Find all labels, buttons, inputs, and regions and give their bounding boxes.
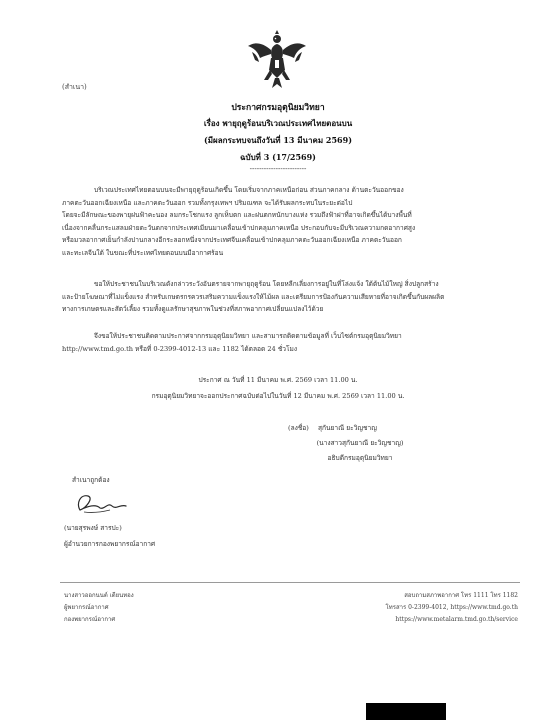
footer-right-line: สอบถามสภาพอากาศ โทร 1111 โทร 1182 bbox=[404, 592, 518, 599]
issue-number: ฉบับที่ 3 (17/2569) bbox=[240, 152, 316, 162]
paragraph-line: โดยจะมีลักษณะของพายุฝนฟ้าคะนอง ลมกระโชกแรง ลูกเห็บตก และฝนตกหนักบางแห่ง รวมถึงฟ้าผ่าที่อาจเกิดขึ้นได้บางพื้นที่ bbox=[62, 211, 412, 220]
footer-left-line: กองพยากรณ์อากาศ bbox=[64, 616, 116, 623]
footer-left-line: ผู้พยากรณ์อากาศ bbox=[64, 604, 109, 611]
paragraph-line: จึงขอให้ประชาชนติดตามประกาศจากกรมอุตุนิยมวิทยา และสามารถติดตามข้อมูลที่ เว็บไซต์กรมอุตุนิยมวิทยา bbox=[94, 332, 402, 340]
footer-left-line: นางสาวออกนนต์ เดียนทอง bbox=[64, 592, 134, 599]
redaction-bar bbox=[366, 703, 446, 720]
paragraph-line: และป้ายโฆษณาที่ไม่แข็งแรง สำหรับเกษตรกรควรเสริมความแข็งแรงให้ไม้ผล และเตรียมการป้องกันความเสียหายที่อาจเกิดขึ้นกับผลผลิต bbox=[62, 292, 445, 301]
paragraph-2 bbox=[62, 278, 518, 316]
footer-right bbox=[300, 590, 518, 626]
copy-mark: (สำเนา) bbox=[62, 83, 87, 91]
certify-position: ผู้อำนวยการกองพยากรณ์อากาศ bbox=[64, 540, 156, 548]
certify-label: สำเนาถูกต้อง bbox=[72, 476, 110, 484]
title-divider: ------------------------ bbox=[249, 165, 307, 173]
footer-right-line: https://www.metalarm.tmd.go.th/service bbox=[395, 616, 518, 623]
footer-right-line: โทรสาร 0-2399-4012, https://www.tmd.go.th bbox=[385, 604, 518, 611]
next-issue-date: กรมอุตุนิยมวิทยาจะออกประกาศฉบับต่อไปในวันที่ 12 มีนาคม พ.ศ. 2569 เวลา 11.00 น. bbox=[151, 392, 405, 400]
paragraph-1 bbox=[62, 184, 518, 260]
certify-name: (นายสุรพงษ์ สารปะ) bbox=[64, 524, 122, 532]
paragraph-line: ภาคตะวันออกเฉียงเหนือ และภาคตะวันออก รวมทั้งกรุงเทพฯ ปริมณฑล จะได้รับผลกระทบในระยะต่อไป bbox=[62, 198, 353, 207]
garuda-emblem-logo bbox=[246, 30, 308, 90]
signature-signed-label: (ลงชื่อ) bbox=[288, 424, 309, 432]
page-title: ประกาศกรมอุตุนิยมวิทยา bbox=[231, 103, 325, 113]
footer-rule bbox=[60, 582, 520, 583]
paragraph-3 bbox=[62, 330, 518, 355]
paragraph-line: http://www.tmd.go.th หรือที่ 0-2399-4012-13 และ 1182 ได้ตลอด 24 ชั่วโมง bbox=[62, 344, 298, 353]
handwritten-signature bbox=[70, 488, 130, 518]
effect-date: (มีผลกระทบจนถึงวันที่ 13 มีนาคม 2569) bbox=[204, 135, 352, 145]
paragraph-line: ทางการเกษตรและสัตว์เลี้ยง รวมทั้งดูแลรักษาสุขภาพในช่วงที่สภาพอากาศเปลี่ยนแปลงไว้ด้วย bbox=[62, 305, 324, 314]
paragraph-line: ขอให้ประชาชนในบริเวณดังกล่าวระวังอันตรายจากพายุฤดูร้อน โดยหลีกเลี่ยงการอยู่ในที่โล่งแจ้ง ใต้ต้นไม้ใหญ่ สิ่งปลูกสร้าง bbox=[94, 280, 439, 288]
subject-line: เรื่อง พายุฤดูร้อนบริเวณประเทศไทยตอนบน bbox=[203, 118, 353, 128]
signature-name: สุกันยาณี ยะวิญชาญ bbox=[318, 424, 377, 432]
paragraph-line: และทะเลจีนใต้ ในขณะที่ประเทศไทยตอนบนมีอากาศร้อน bbox=[62, 248, 224, 257]
paragraph-line: บริเวณประเทศไทยตอนบนจะมีพายุฤดูร้อนเกิดขึ้น โดยเริ่มจากภาคเหนือก่อน ส่วนภาคกลาง ด้านตะวันออกของ bbox=[94, 186, 404, 194]
signature-position: อธิบดีกรมอุตุนิยมวิทยา bbox=[327, 454, 393, 462]
footer-left bbox=[64, 590, 264, 626]
paragraph-line: หรือมวลอากาศเย็นกำลังปานกลางอีกระลอกหนึ่งจากประเทศจีนเคลื่อนเข้าปกคลุมภาคตะวันออกเฉียงเหนือ ภาคตะวันออก bbox=[62, 236, 402, 245]
signature-full-name: (นางสาวสุกันยาณี ยะวิญชาญ) bbox=[316, 439, 404, 447]
paragraph-line: เนื่องจากคลื่นกระแสลมฝ่ายตะวันตกจากประเทศเมียนมาเคลื่อนเข้าปกคลุมภาคเหนือ ประกอบกับจะมีบริเวณความกดอากาศสูง bbox=[62, 223, 416, 232]
announced-date: ประกาศ ณ วันที่ 11 มีนาคม พ.ศ. 2569 เวลา 11.00 น. bbox=[198, 376, 358, 384]
